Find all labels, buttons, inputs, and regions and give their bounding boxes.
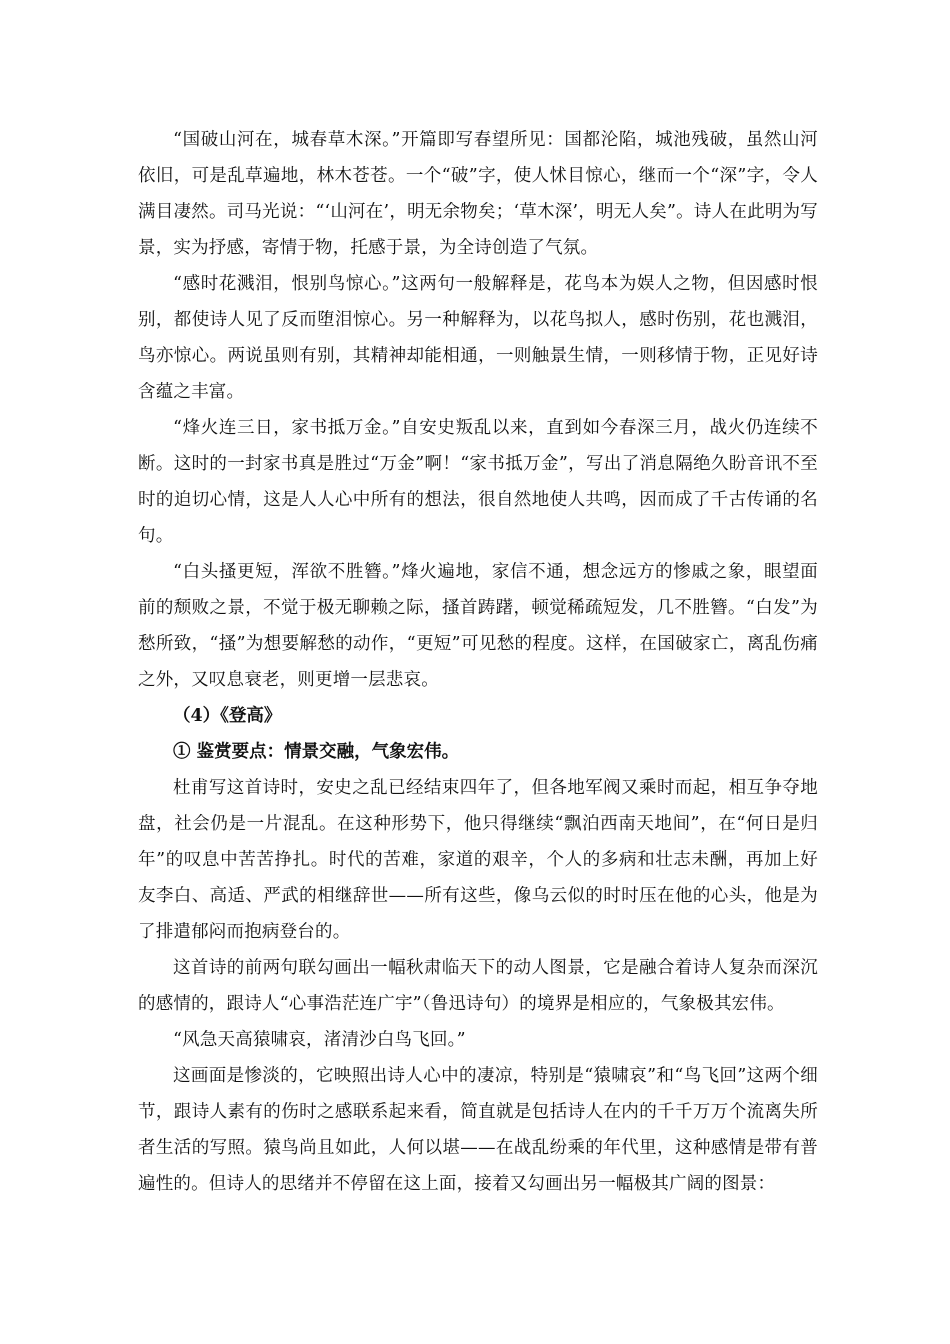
paragraph-first-couplet: 这首诗的前两句联勾画出一幅秋肃临天下的动人图景，它是融合着诗人复杂而深沉的感情的，跟诗人“心事浩茫连广宇”（鲁迅诗句）的境界是相应的，气象极其宏伟。 <box>138 958 818 1014</box>
paragraph-dufu-background: 杜甫写这首诗时，安史之乱已经结束四年了，但各地军阀又乘时而起，相互争夺地盘，社会仍是一片混乱。在这种形势下，他只得继续“飘泊西南天地间”，在“何日是归年”的叹息中苦苦挣扎。时代的苦难，家道的艰辛，个人的多病和壮志未酬，再加上好友李白、高适、严武的相继辞世——所有这些，像乌云似的时时压在他的心头，他是为了排遣郁闷而抱病登台的。 <box>138 778 818 942</box>
document-page <box>138 122 818 1202</box>
paragraph-fenghuo: “烽火连三日，家书抵万金。”自安史叛乱以来，直到如今春深三月，战火仍连续不断。这时的一封家书真是胜过“万金”啊！“家书抵万金”，写出了消息隔绝久盼音讯不至时的迫切心情，这是人人心中所有的想法，很自然地使人共鸣，因而成了千古传诵的名句。 <box>138 418 818 546</box>
section-title-denggao: （4）《登高》 <box>173 706 282 726</box>
subsection-title-appreciation: ① 鉴赏要点：情景交融，气象宏伟。 <box>173 742 460 762</box>
paragraph-quoted-line: “风急天高猿啸哀，渚清沙白鸟飞回。” <box>173 1030 466 1050</box>
paragraph-scene-analysis: 这画面是惨淡的，它映照出诗人心中的凄凉，特别是“猿啸哀”和“鸟飞回”这两个细节，跟诗人素有的伤时之感联系起来看，简直就是包括诗人在内的千千万万个流离失所者生活的写照。猿鸟尚且如此，人何以堪——在战乱纷乘的年代里，这种感情是带有普遍性的。但诗人的思绪并不停留在这上面，接着又勾画出另一幅极其广阔的图景： <box>138 1066 818 1194</box>
paragraph-baitou: “白头搔更短，浑欲不胜簪。”烽火遍地，家信不通，想念远方的惨戚之象，眼望面前的颓败之景，不觉于极无聊赖之际，搔首踌躇，顿觉稀疏短发，几不胜簪。“白发”为愁所致，“搔”为想要解愁的动作，“更短”可见愁的程度。这样，在国破家亡，离乱伤痛之外，又叹息衰老，则更增一层悲哀。 <box>138 562 818 690</box>
paragraph-ganshi: “感时花溅泪，恨别鸟惊心。”这两句一般解释是，花鸟本为娱人之物，但因感时恨别，都使诗人见了反而堕泪惊心。另一种解释为，以花鸟拟人，感时伤别，花也溅泪，鸟亦惊心。两说虽则有别，其精神却能相通，一则触景生情，一则移情于物，正见好诗含蕴之丰富。 <box>138 274 818 402</box>
paragraph-guopo: “国破山河在，城春草木深。”开篇即写春望所见：国都沦陷，城池残破，虽然山河依旧，可是乱草遍地，林木苍苍。一个“破”字，使人怵目惊心，继而一个“深”字，令人满目凄然。司马光说：“‘山河在’，明无余物矣；‘草木深’，明无人矣”。诗人在此明为写景，实为抒感，寄情于物，托感于景，为全诗创造了气氛。 <box>138 130 818 258</box>
